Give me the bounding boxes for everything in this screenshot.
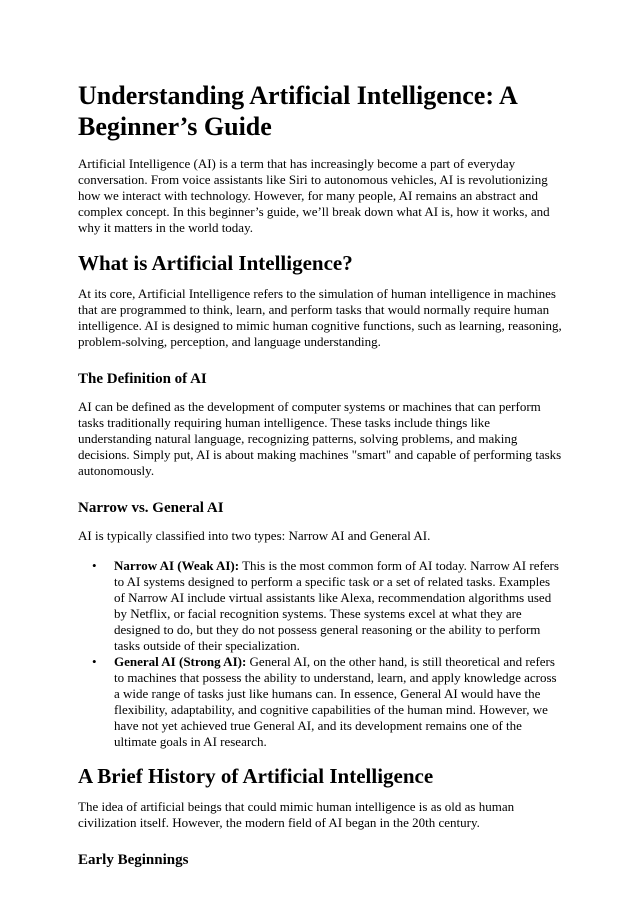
ai-types-list: [78, 558, 564, 750]
bullet-icon: •: [92, 558, 97, 573]
document-title: Understanding Artificial Intelligence: A Beginner’s Guide: [78, 81, 517, 141]
narrow-general-intro-paragraph: AI is typically classified into two types: Narrow AI and General AI.: [78, 528, 431, 543]
document-page: [78, 80, 564, 880]
list-item-term: Narrow AI (Weak AI):: [114, 558, 240, 573]
history-paragraph: The idea of artificial beings that could mimic human intelligence is as old as human civilization itself. However, the modern field of AI began in the 20th century.: [78, 799, 515, 830]
list-item-text: This is the most common form of AI today. Narrow AI refers to AI systems designed to perform a specific task or a set of related tasks. Examples of Narrow AI include virtual assistants like Alexa, recommendation algorithms used by Netflix, or facial recognition systems. These systems excel at what they are designed to do, but they do not possess general reasoning or the ability to perform tasks outside of their specialization.: [114, 558, 559, 653]
what-is-ai-paragraph: At its core, Artificial Intelligence refers to the simulation of human intelligence in machines that are programmed to think, learn, and perform tasks that would normally require human intelligence. AI is designed to mimic human cognitive functions, such as learning, reasoning, problem-solving, perception, and language understanding.: [78, 286, 562, 349]
subsection-heading-definition: The Definition of AI: [78, 371, 207, 387]
bullet-icon: •: [92, 654, 97, 669]
list-item-term: General AI (Strong AI):: [114, 654, 247, 669]
definition-paragraph: AI can be defined as the development of computer systems or machines that can perform tasks traditionally requiring human intelligence. These tasks include things like understanding natural language, recognizing patterns, solving problems, and making decisions. Simply put, AI is about making machines "smart" and capable of performing tasks autonomously.: [78, 399, 562, 478]
section-heading-what-is-ai: What is Artificial Intelligence?: [78, 251, 353, 275]
list-item-text: General AI, on the other hand, is still theoretical and refers to machines that possess the ability to understand, learn, and apply knowledge across a wide range of tasks just like humans can. In essence, General AI would have the flexibility, adaptability, and cognitive capabilities of the human mind. However, we have not yet achieved true General AI, and its development remains one of the ultimate goals in AI research.: [114, 654, 557, 749]
intro-paragraph: Artificial Intelligence (AI) is a term that has increasingly become a part of everyday conversation. From voice assistants like Siri to autonomous vehicles, AI is revolutionizing how we interact with technology. However, for many people, AI remains an abstract and complex concept. In this beginner’s guide, we’ll break down what AI is, how it works, and why it matters in the world today.: [78, 156, 550, 235]
subsection-heading-early-beginnings: Early Beginnings: [78, 852, 189, 868]
list-item-general-ai: [78, 654, 564, 750]
section-heading-history: A Brief History of Artificial Intelligence: [78, 764, 434, 788]
subsection-heading-narrow-vs-general: Narrow vs. General AI: [78, 500, 224, 516]
list-item-narrow-ai: [78, 558, 564, 654]
